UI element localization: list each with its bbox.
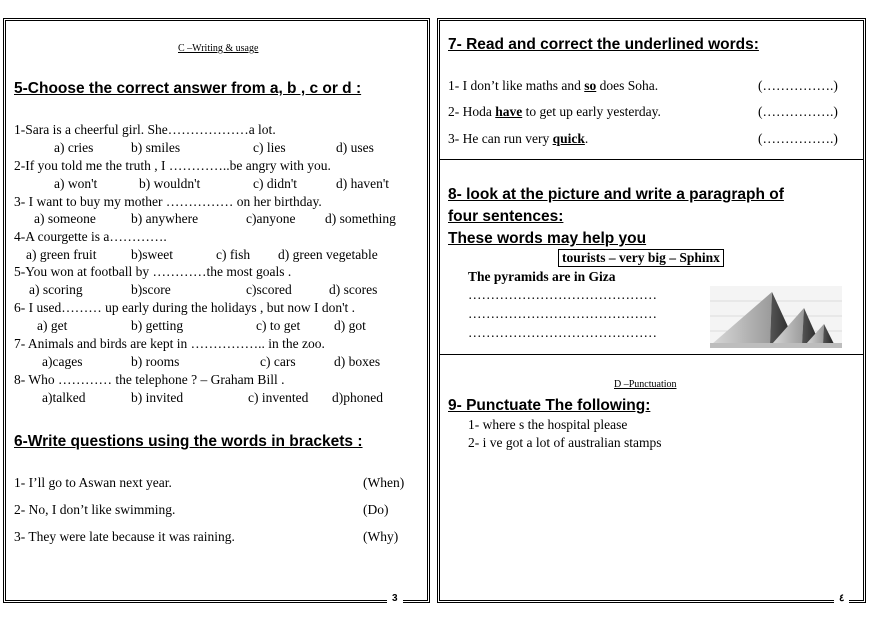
- q5-6-option-d: d) got: [334, 318, 366, 333]
- q5-stem-4: 4-A courgette is a………….: [14, 229, 167, 244]
- q5-7-option-d: d) boxes: [334, 354, 381, 369]
- q6-title: 6-Write questions using the words in brackets :: [14, 433, 363, 450]
- q5-2-option-a: a) won't: [54, 176, 98, 191]
- q6-item-1: 1- I’ll go to Aswan next year.: [14, 475, 172, 490]
- q5-1-option-d: d) uses: [336, 140, 374, 155]
- q6-hint-2: (Do): [363, 502, 389, 517]
- q5-1-option-c: c) lies: [253, 140, 286, 155]
- q7-item-1: 1- I don’t like maths and so does Soha.: [448, 78, 659, 93]
- section-d-heading: D –Punctuation: [614, 379, 677, 390]
- q8-help-text: These words may help you: [448, 230, 647, 247]
- q7-blank-1: (…………….): [758, 78, 838, 93]
- q5-5-option-a: a) scoring: [29, 282, 83, 297]
- divider: [440, 354, 863, 355]
- q5-3-option-b: b) anywhere: [131, 211, 199, 226]
- q5-1-option-a: a) cries: [54, 140, 94, 155]
- q5-8-option-c: c) invented: [248, 390, 309, 405]
- q6-hint-1: (When): [363, 475, 405, 490]
- q7-item-2: 2- Hoda have to get up early yesterday.: [448, 104, 661, 119]
- q7-underlined-3: quick: [552, 131, 585, 146]
- q5-5-option-d: d) scores: [329, 282, 378, 297]
- q5-stem-3: 3- I want to buy my mother …………… on her birthday.: [14, 194, 322, 209]
- q5-4-option-d: d) green vegetable: [278, 247, 378, 262]
- q5-stem-2: 2-If you told me the truth , I …………..be angry with you.: [14, 158, 331, 173]
- page-number: ٤: [834, 593, 849, 604]
- q5-3-option-c: c)anyone: [246, 211, 296, 226]
- q5-6-option-c: c) to get: [256, 318, 301, 333]
- q5-6-option-a: a) get: [37, 318, 68, 333]
- q9-item-1: 1- where s the hospital please: [468, 417, 628, 432]
- q7-item-3: 3- He can run very quick.: [448, 131, 589, 146]
- q5-8-option-b: b) invited: [131, 390, 184, 405]
- q5-stem-1: 1-Sara is a cheerful girl. She………………a lot.: [14, 122, 276, 137]
- q5-title: 5-Choose the correct answer from a, b , c or d :: [14, 80, 362, 97]
- q7-title: 7- Read and correct the underlined words:: [448, 36, 759, 53]
- q5-3-option-a: a) someone: [34, 211, 96, 226]
- q5-2-option-b: b) wouldn't: [139, 176, 201, 191]
- q5-stem-7: 7- Animals and birds are kept in …………….. in the zoo.: [14, 336, 325, 351]
- q7-blank-3: (…………….): [758, 131, 838, 146]
- q8-title-line-2: four sentences:: [448, 208, 564, 225]
- q7-underlined-2: have: [495, 104, 523, 119]
- q8-writing-line-1: ……………………………………: [468, 287, 657, 302]
- q8-writing-line-2: ……………………………………: [468, 306, 657, 321]
- q5-2-option-c: c) didn't: [253, 176, 298, 191]
- pyramids-image: [710, 286, 842, 348]
- q5-stem-8: 8- Who ………… the telephone ? – Graham Bill .: [14, 372, 285, 387]
- page-number: 3: [387, 593, 403, 604]
- q5-5-option-c: c)scored: [246, 282, 292, 297]
- q6-hint-3: (Why): [363, 529, 399, 544]
- q5-4-option-c: c) fish: [216, 247, 251, 262]
- q9-item-2: 2- i ve got a lot of australian stamps: [468, 435, 662, 450]
- right-page: [437, 18, 866, 603]
- q5-4-option-a: a) green fruit: [26, 247, 97, 262]
- q5-3-option-d: d) something: [325, 211, 396, 226]
- q8-word-box: tourists – very big – Sphinx: [558, 249, 724, 267]
- divider: [440, 159, 863, 160]
- q6-item-3: 3- They were late because it was raining.: [14, 529, 235, 544]
- q5-1-option-b: b) smiles: [131, 140, 181, 155]
- left-page: [3, 18, 430, 603]
- q5-8-option-a: a)talked: [42, 390, 86, 405]
- q5-2-option-d: d) haven't: [336, 176, 390, 191]
- q5-stem-5: 5-You won at football by …………the most goals .: [14, 264, 292, 279]
- q5-7-option-a: a)cages: [42, 354, 83, 369]
- q5-6-option-b: b) getting: [131, 318, 184, 333]
- q8-writing-line-3: ……………………………………: [468, 325, 657, 340]
- q5-5-option-b: b)score: [131, 282, 171, 297]
- q7-blank-2: (…………….): [758, 104, 838, 119]
- q5-stem-6: 6- I used……… up early during the holidays , but now I don't .: [14, 300, 356, 315]
- section-c-heading: C –Writing & usage: [178, 43, 259, 54]
- q6-item-2: 2- No, I don’t like swimming.: [14, 502, 176, 517]
- q5-4-option-b: b)sweet: [131, 247, 173, 262]
- q7-underlined-1: so: [584, 78, 597, 93]
- q9-title: 9- Punctuate The following:: [448, 397, 651, 414]
- q8-start-sentence: The pyramids are in Giza: [468, 269, 616, 284]
- q8-title-line-1: 8- look at the picture and write a paragraph of: [448, 186, 784, 203]
- q5-7-option-c: c) cars: [260, 354, 296, 369]
- q5-8-option-d: d)phoned: [332, 390, 383, 405]
- q5-7-option-b: b) rooms: [131, 354, 180, 369]
